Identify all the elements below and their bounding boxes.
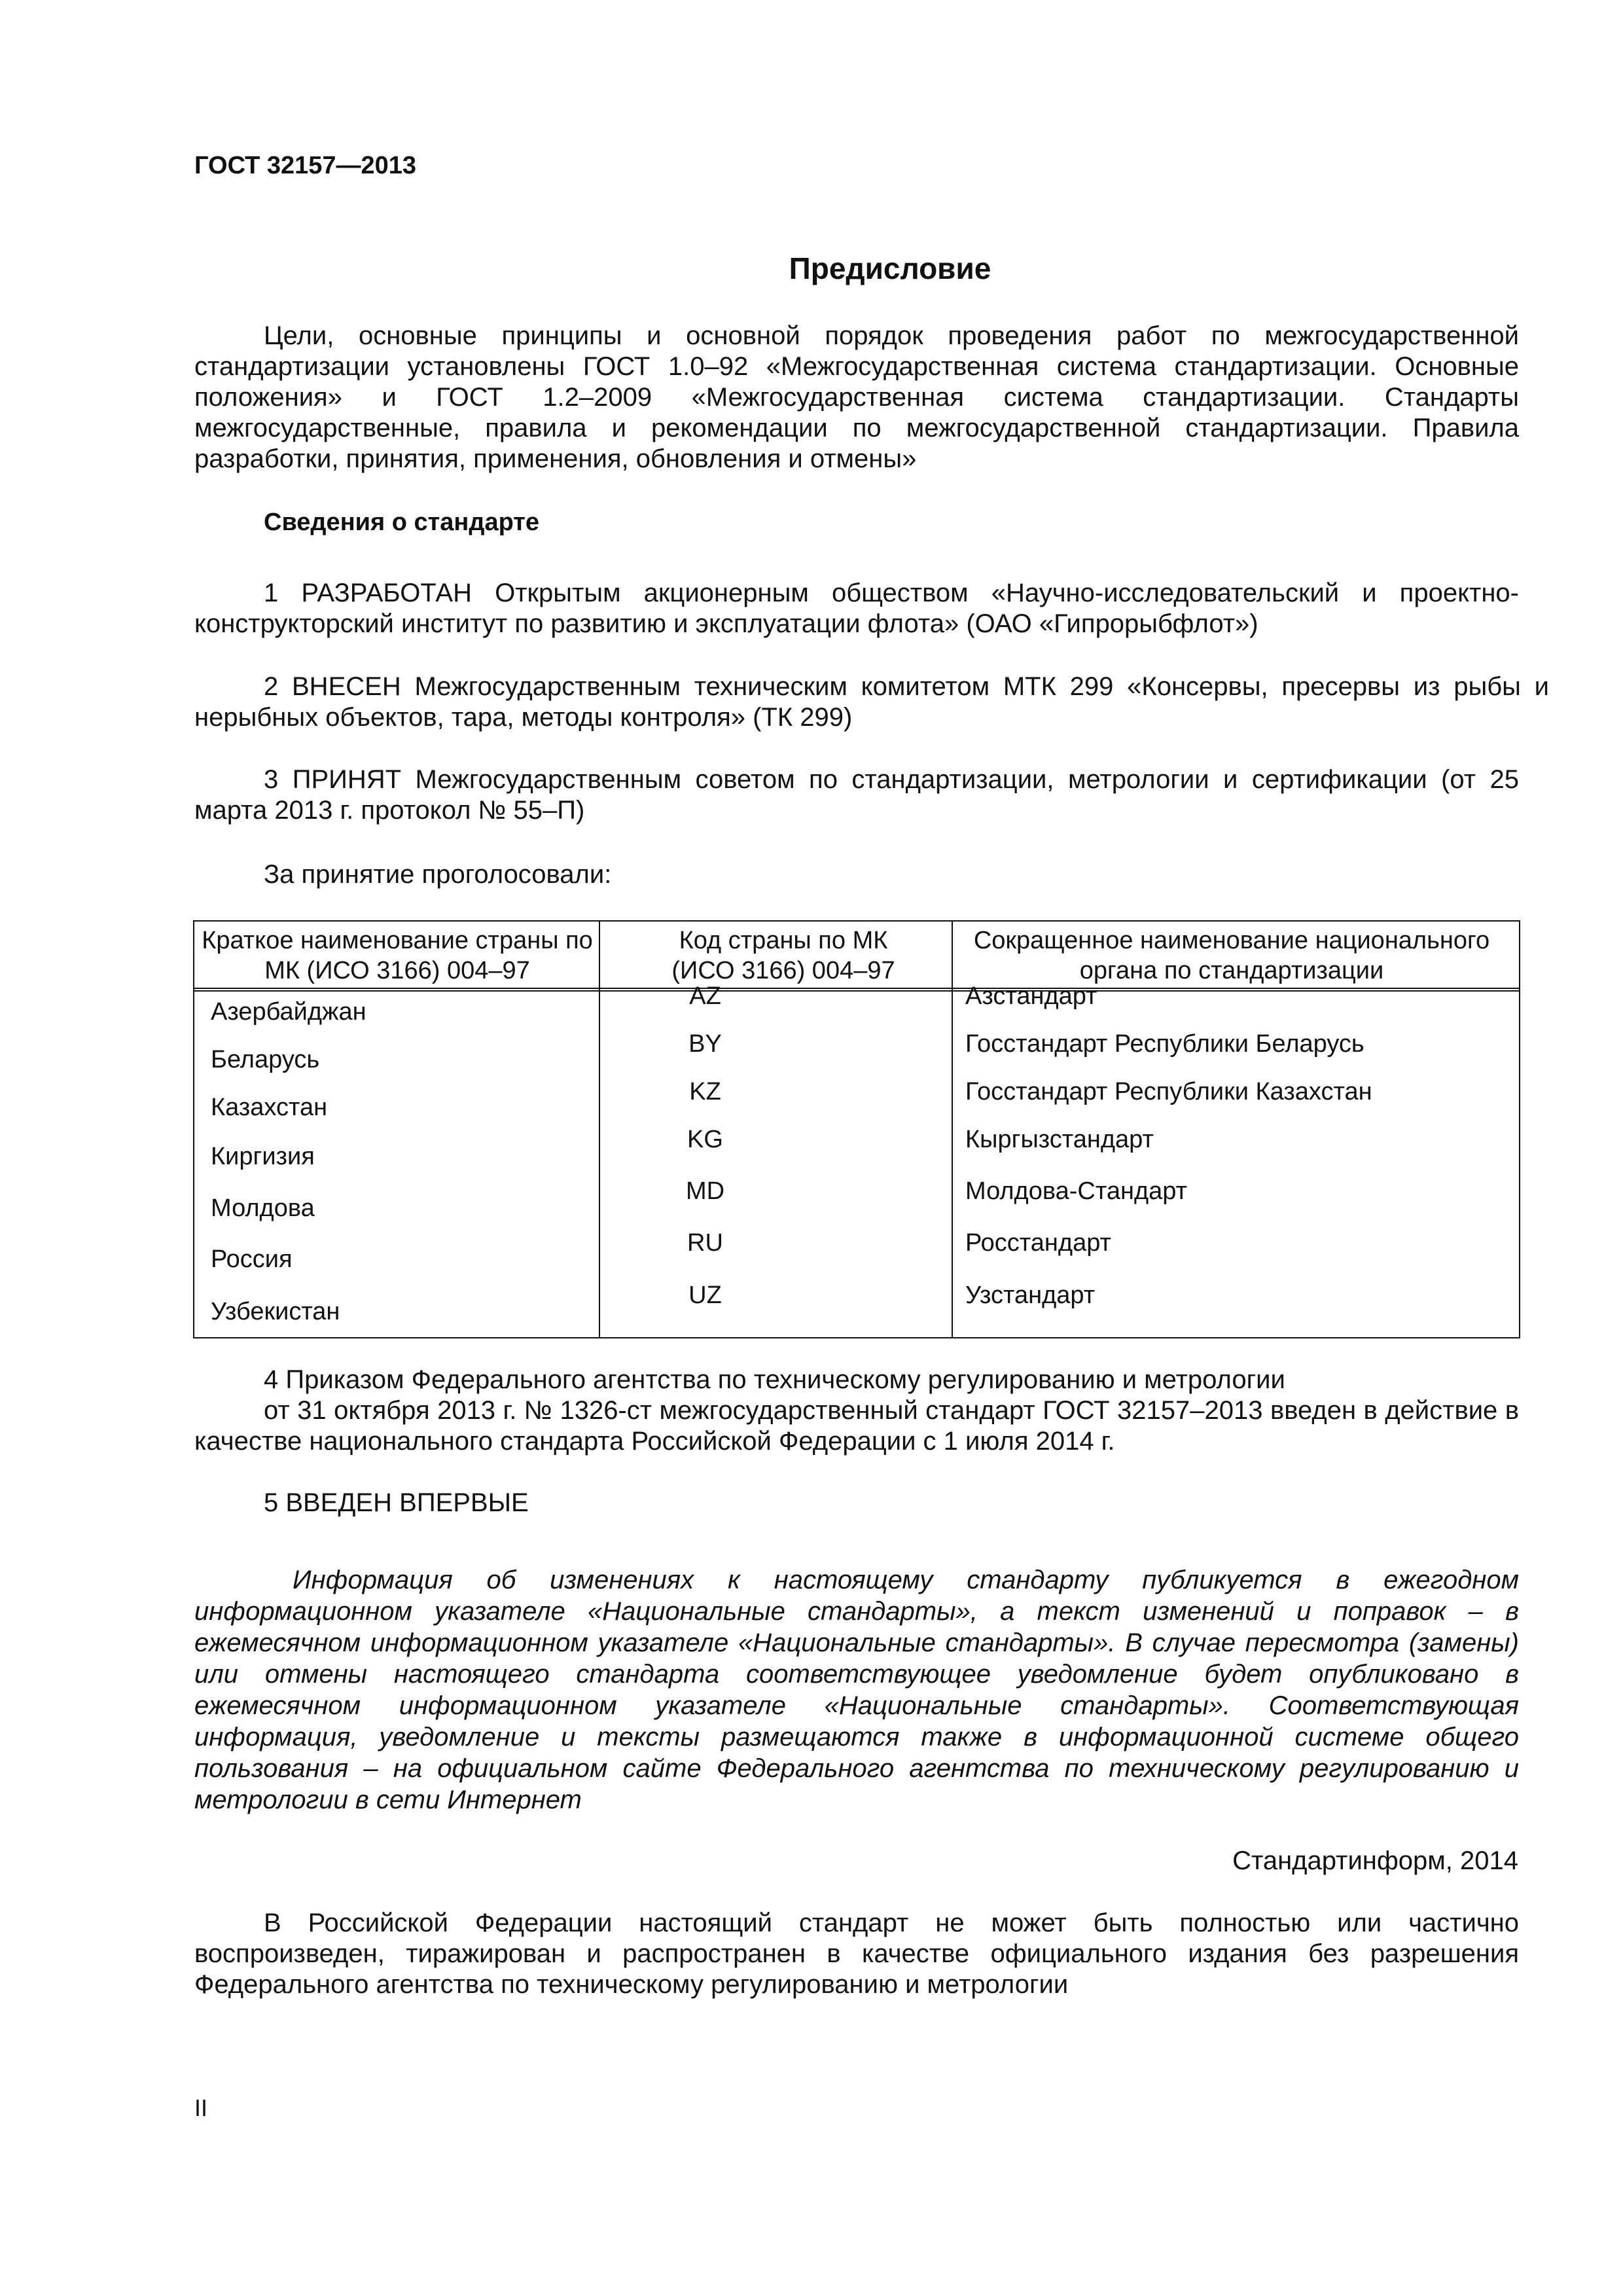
- item-submitted: 2 ВНЕСЕН Межгосударственным техническим комитетом МТК 299 «Консервы, пресервы из рыбы и нерыбных объектов, тара, методы контроля» (ТК 299): [194, 672, 1549, 732]
- table-cell-country: Молдова: [211, 1194, 315, 1222]
- item-first-introduced: 5 ВВЕДЕН ВПЕРВЫЕ: [264, 1488, 529, 1517]
- table-column-divider: [952, 922, 953, 1337]
- changes-notice: Информация об изменениях к настоящему стандарту публикуется в ежегодном информационном указателе «Национальные стандарты», а текст изменений и поправок – в ежемесячном информационном указателе «Национальные стандарты». В случае пересмотра (замены) или отмены настоящего стандарта соответствующее уведомление будет опубликовано в ежемесячном информационном указателе «Национальные стандарты». Соответствующая информация, уведомление и тексты размещаются также в информационной системе общего пользования – на официальном сайте Федерального агентства по техническому регулированию и метрологии в сети Интернет: [194, 1566, 1519, 1814]
- table-cell-country: Беларусь: [211, 1046, 320, 1073]
- intro-paragraph: Цели, основные принципы и основной порядок проведения работ по межгосударственной стандартизации установлены ГОСТ 1.0–92 «Межгосударственная система стандартизации. Основные положения» и ГОСТ 1.2–2009 «Межгосударственная система стандартизации. Стандарты межгосударственные, правила и рекомендации по межгосударственной стандартизации. Правила разработки, принятия, применения, обновления и отмены»: [194, 321, 1519, 473]
- table-cell-code: MD: [685, 1177, 725, 1205]
- publisher-line: Стандартинформ, 2014: [1232, 1846, 1518, 1875]
- table-cell-country: Узбекистан: [211, 1298, 340, 1325]
- table-header-body: Сокращенное наименование национального органа по стандартизации: [973, 927, 1490, 984]
- table-cell-code: AZ: [689, 982, 721, 1010]
- vote-label: За принятие проголосовали:: [264, 860, 612, 889]
- table-cell-code: BY: [688, 1030, 722, 1058]
- section-heading: Сведения о стандарте: [264, 509, 540, 536]
- table-cell-code: KZ: [689, 1078, 721, 1105]
- table-cell-country: Киргизия: [211, 1143, 315, 1170]
- table-cell-code: KG: [687, 1126, 723, 1153]
- item-order-heading: 4 Приказом Федерального агентства по техническому регулированию и метрологии: [264, 1365, 1285, 1394]
- table-header-divider: [194, 988, 1519, 992]
- table-cell-body: Госстандарт Республики Беларусь: [965, 1030, 1364, 1058]
- table-cell-body: Кыргызстандарт: [965, 1126, 1154, 1153]
- table-header-country: Краткое наименование страны по МК (ИСО 3166) 004–97: [202, 927, 593, 984]
- table-cell-country: Россия: [211, 1246, 293, 1273]
- item-adopted: 3 ПРИНЯТ Межгосударственным советом по стандартизации, метрологии и сертификации (от 25 марта 2013 г. протокол № 55–П): [194, 765, 1519, 825]
- table-cell-code: RU: [687, 1229, 723, 1257]
- copyright-notice: В Российской Федерации настоящий стандарт не может быть полностью или частично воспроизведен, тиражирован и распространен в качестве официального издания без разрешения Федерального агентства по техническому регулированию и метрологии: [194, 1909, 1519, 1999]
- table-cell-country: Азербайджан: [211, 998, 366, 1026]
- table-cell-country: Казахстан: [211, 1094, 328, 1121]
- table-header-code: Код страны по МК (ИСО 3166) 004–97: [671, 927, 895, 984]
- table-cell-body: Госстандарт Республики Казахстан: [965, 1078, 1372, 1105]
- table-cell-body: Молдова-Стандарт: [965, 1177, 1187, 1205]
- table-cell-body: Азстандарт: [965, 982, 1097, 1010]
- item-developed: 1 РАЗРАБОТАН Открытым акционерным обществом «Научно-исследовательский и проектно-конструкторский институт по развитию и эксплуатации флота» (ОАО «Гипрорыбфлот»): [194, 579, 1519, 638]
- item-order-text: от 31 октября 2013 г. № 1326-ст межгосударственный стандарт ГОСТ 32157–2013 введен в действие в качестве национального стандарта Российской Федерации с 1 июля 2014 г.: [194, 1396, 1519, 1456]
- table-cell-body: Росстандарт: [965, 1229, 1111, 1257]
- voting-table: [193, 920, 1520, 1338]
- page-number: II: [194, 2094, 208, 2121]
- page-title: Предисловие: [789, 251, 991, 285]
- table-cell-body: Узстандарт: [965, 1282, 1096, 1309]
- document-id: ГОСТ 32157—2013: [194, 152, 417, 179]
- table-cell-code: UZ: [688, 1282, 722, 1309]
